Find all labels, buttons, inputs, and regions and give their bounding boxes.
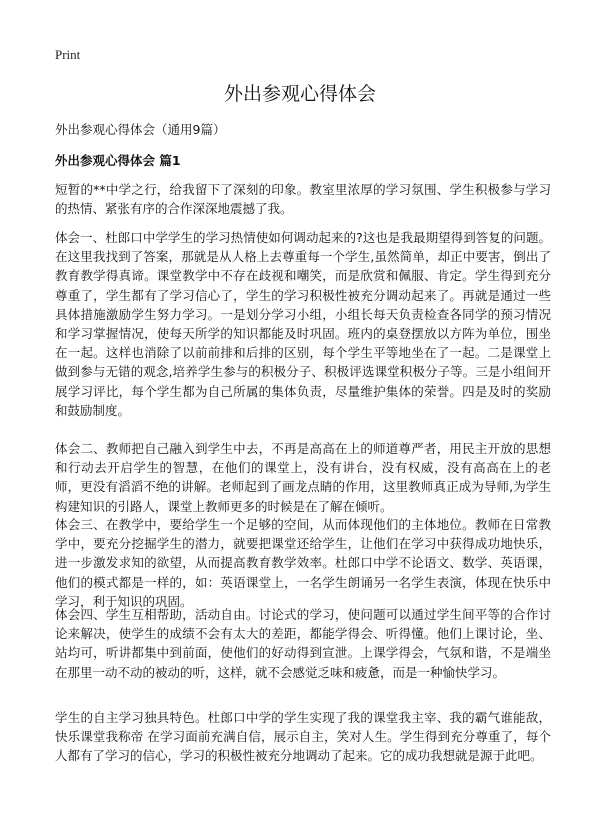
paragraph-intro: 短暂的**中学之行，给我留下了深刻的印象。教室里浓厚的学习氛围、学生积极参与学习的热情、紧张有序的合作深深地震撼了我。 xyxy=(55,182,551,217)
paragraph-insight-3: 体会三、在教学中，要给学生一个足够的空间，从而体现他们的主体地位。教师在日常教学中，要充分挖掘学生的潜力，就要把课堂还给学生，让他们在学习中获得成功地快乐，进一步激发求知的欲望，从而提高教育教学效率。杜郎口中学不论语文、数学、英语课，他们的模式都是一样的，如：英语课堂上，一名学生朗诵另一名学生表演，体现在快乐中学习，利于知识的巩固。 xyxy=(55,517,551,609)
document-subtitle: 外出参观心得体会（通用9篇） xyxy=(55,122,226,137)
paragraph-insight-2: 体会二、教师把自己融入到学生中去，不再是高高在上的师道尊严者，用民主开放的思想和行动去开启学生的智慧，在他们的课堂上，没有讲台，没有权威，没有高高在上的老师，更没有滔滔不绝的讲解。老师起到了画龙点睛的作用，这里教师真正成为导师,为学生构建知识的引路人，课堂上教师更多的时候是在了解在倾听。 xyxy=(55,441,551,514)
paragraph-insight-4: 体会四、学生互相帮助，活动自由。讨论式的学习，使问题可以通过学生间平等的合作讨论来解决，使学生的成绩不会有太大的差距，都能学得会、听得懂。他们上课讨论，坐、站均可，听讲都集中到前面，使他们的好动得到宣泄。上课学得会，气氛和谐，不是端坐在那里一动不动的被动的听，这样，就不会感觉乏味和疲惫，而是一种愉快学习。 xyxy=(55,607,551,680)
section-heading: 外出参观心得体会 篇1 xyxy=(55,153,181,168)
print-link[interactable]: Print xyxy=(55,47,81,62)
paragraph-conclusion: 学生的自主学习独具特色。杜郎口中学的学生实现了我的课堂我主宰、我的霸气谁能敌，快乐课堂我称帝 在学习面前充满自信，展示自主，笑对人生。学生得到充分尊重了，每个人都有了学习的信心，学习的积极性被充分地调动了起来。它的成功我想就是源于此吧。 xyxy=(55,710,551,764)
page-title: 外出参观心得体会 xyxy=(223,83,376,105)
paragraph-insight-1: 体会一、杜郎口中学学生的学习热情使如何调动起来的?这也是我最期望得到答复的问题。在这里我找到了答案，那就是从人格上去尊重每一个学生,虽然简单，却正中要害，倒出了教育教学得真谛。课堂教学中不存在歧视和嘲笑，而是欣赏和佩服、肯定。学生得到充分尊重了，学生都有了学习信心了，学生的学习积极性被充分调动起来了。再就是通过一些具体措施激励学生努力学习。一是划分学习小组，小组长每天负责检查各同学的预习情况和学习掌握情况，使每天所学的知识都能及时巩固。班内的桌登摆放以方阵为单位，围坐在一起。这样也消除了以前前排和后排的区别，每个学生平等地坐在了一起。二是课堂上做到参与无错的观念,培养学生参与的积极分子、积极评选课堂积极分子等。三是小组间开展学习评比，每个学生都为自己所属的集体负责，尽量维护集体的荣誉。四是及时的奖励和鼓励制度。 xyxy=(55,230,551,418)
